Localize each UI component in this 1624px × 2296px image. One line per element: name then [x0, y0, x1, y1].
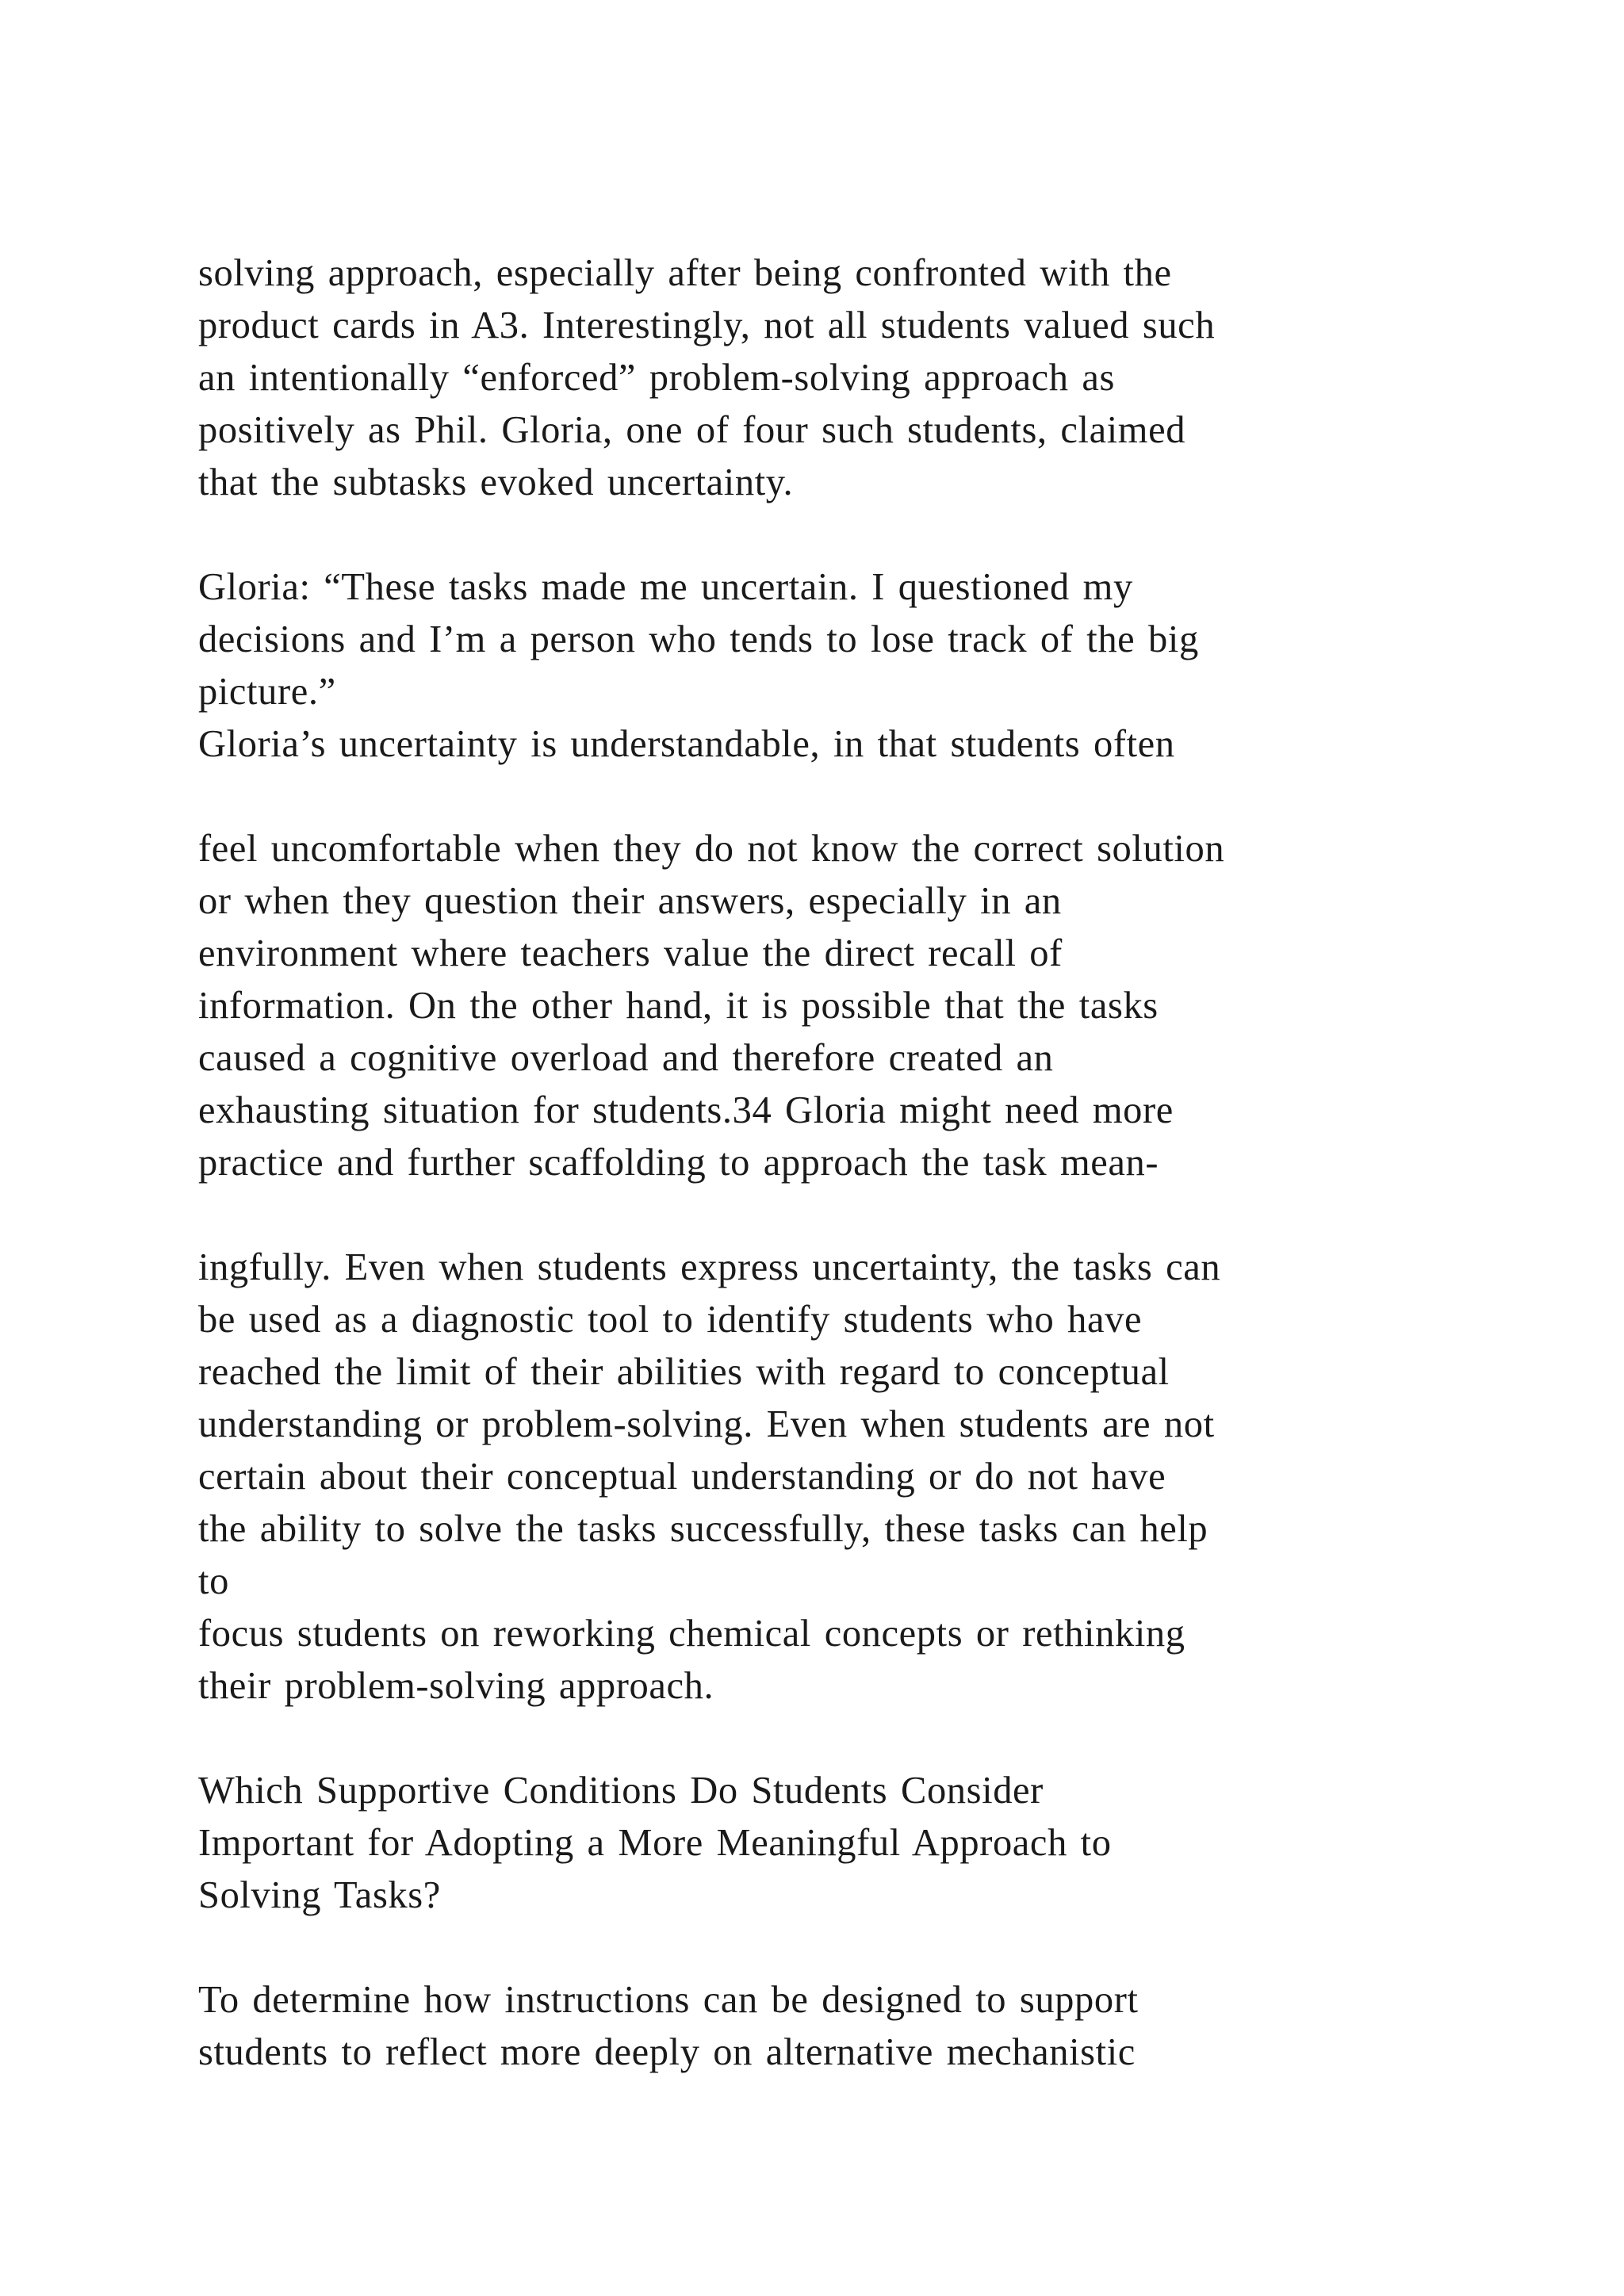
text-line: product cards in A3. Interestingly, not all students valued such [198, 304, 1216, 346]
text-line: positively as Phil. Gloria, one of four such students, claimed [198, 409, 1186, 451]
text-line: an intentionally “enforced” problem-solving approach as [198, 357, 1115, 399]
text-line: the ability to solve the tasks successfully, these tasks can help [198, 1508, 1208, 1550]
text-line: ingfully. Even when students express uncertainty, the tasks can [198, 1246, 1221, 1288]
section-heading-line: Solving Tasks? [198, 1874, 441, 1916]
blank-line [198, 1189, 1467, 1242]
text-line: caused a cognitive overload and therefore created an [198, 1037, 1054, 1079]
text-line: to [198, 1560, 229, 1602]
text-line: or when they question their answers, especially in an [198, 880, 1062, 922]
text-line: focus students on reworking chemical concepts or rethinking [198, 1613, 1185, 1655]
text-line: students to reflect more deeply on alternative mechanistic [198, 2031, 1136, 2073]
text-line: exhausting situation for students.34 Gloria might need more [198, 1089, 1174, 1131]
text-line: that the subtasks evoked uncertainty. [198, 461, 794, 503]
text-line: understanding or problem-solving. Even when students are not [198, 1403, 1215, 1445]
text-line: certain about their conceptual understanding or do not have [198, 1456, 1166, 1498]
text-line: be used as a diagnostic tool to identify students who have [198, 1299, 1143, 1341]
body-text [198, 247, 1467, 2079]
blank-line [198, 1712, 1467, 1765]
text-line: reached the limit of their abilities with regard to conceptual [198, 1351, 1170, 1393]
text-line: Gloria: “These tasks made me uncertain. I questioned my [198, 566, 1133, 608]
blank-line [198, 509, 1467, 561]
text-line: decisions and I’m a person who tends to lose track of the big [198, 618, 1199, 660]
text-line: Gloria’s uncertainty is understandable, in that students often [198, 723, 1175, 765]
blank-line [198, 771, 1467, 823]
text-line: solving approach, especially after being confronted with the [198, 252, 1172, 294]
text-line: To determine how instructions can be designed to support [198, 1979, 1139, 2021]
text-line: information. On the other hand, it is possible that the tasks [198, 985, 1159, 1027]
section-heading-line: Important for Adopting a More Meaningful Approach to [198, 1822, 1112, 1864]
section-heading-line: Which Supportive Conditions Do Students Consider [198, 1770, 1044, 1812]
text-line: environment where teachers value the direct recall of [198, 932, 1063, 974]
text-line: their problem-solving approach. [198, 1665, 714, 1707]
blank-line [198, 1922, 1467, 1974]
text-line: feel uncomfortable when they do not know the correct solution [198, 828, 1225, 870]
text-line: picture.” [198, 671, 336, 713]
text-line: practice and further scaffolding to approach the task mean- [198, 1142, 1159, 1184]
